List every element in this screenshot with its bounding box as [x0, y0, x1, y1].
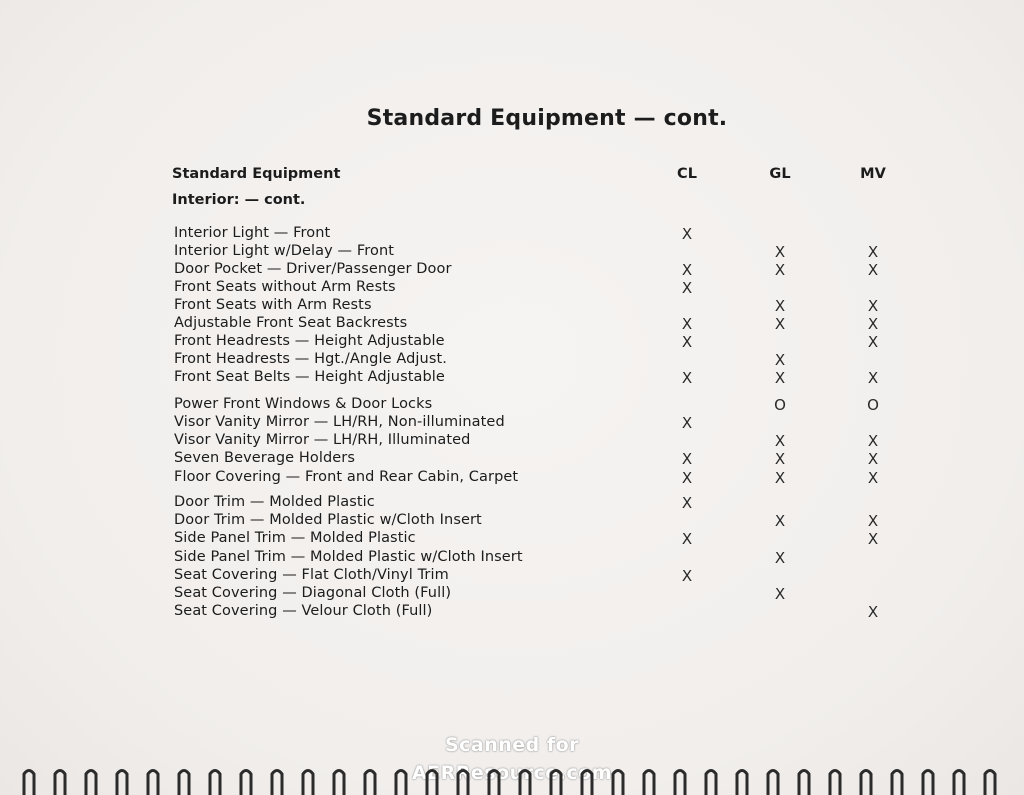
feature-label: Interior Light — Front	[174, 225, 331, 241]
table-row	[0, 530, 1024, 548]
spiral-coil	[737, 771, 747, 795]
feature-label: Seat Covering — Diagonal Cloth (Full)	[174, 585, 452, 601]
spiral-coil	[179, 771, 189, 795]
feature-label: Visor Vanity Mirror — LH/RH, Illuminated	[174, 432, 471, 448]
cl-mark: X	[681, 225, 693, 243]
table-row	[0, 297, 1024, 315]
table-row	[0, 512, 1024, 530]
feature-label: Seat Covering — Flat Cloth/Vinyl Trim	[174, 567, 449, 583]
feature-label: Visor Vanity Mirror — LH/RH, Non-illuminated	[174, 414, 505, 430]
table-row	[0, 414, 1024, 432]
spiral-coil	[613, 771, 623, 795]
feature-label: Interior Light w/Delay — Front	[174, 243, 395, 259]
feature-label: Power Front Windows & Door Locks	[174, 396, 433, 412]
mv-mark: X	[867, 261, 879, 279]
mv-mark: X	[867, 530, 879, 548]
mv-mark: X	[867, 243, 879, 261]
feature-label: Door Pocket — Driver/Passenger Door	[174, 261, 452, 277]
watermark-line-2: AERResource.com	[411, 762, 613, 784]
feature-label: Adjustable Front Seat Backrests	[174, 315, 408, 331]
cl-mark: X	[681, 450, 693, 468]
section-heading: Interior: — cont.	[172, 192, 306, 208]
gl-mark: X	[774, 261, 786, 279]
cl-mark: X	[681, 279, 693, 297]
cl-mark: X	[681, 530, 693, 548]
table-row	[0, 549, 1024, 567]
table-row	[0, 333, 1024, 351]
feature-label: Floor Covering — Front and Rear Cabin, Carpet	[174, 469, 519, 485]
spiral-coil	[303, 771, 313, 795]
gl-mark: X	[774, 297, 786, 315]
mv-mark: X	[867, 450, 879, 468]
feature-label: Seat Covering — Velour Cloth (Full)	[174, 603, 433, 619]
feature-label: Seven Beverage Holders	[174, 450, 356, 466]
cl-mark: X	[681, 414, 693, 432]
spiral-coil	[489, 771, 499, 795]
table-row	[0, 351, 1024, 369]
spiral-coil	[706, 771, 716, 795]
table-row	[0, 432, 1024, 450]
gl-mark: X	[774, 450, 786, 468]
feature-label: Front Headrests — Hgt./Angle Adjust.	[174, 351, 447, 367]
table-row	[0, 450, 1024, 468]
feature-label: Side Panel Trim — Molded Plastic w/Cloth Insert	[174, 549, 523, 565]
table-row	[0, 396, 1024, 414]
table-row	[0, 225, 1024, 243]
spiral-coils	[24, 771, 995, 795]
spiral-coil	[241, 771, 251, 795]
column-header-cl: CL	[677, 166, 697, 182]
gl-mark: X	[774, 369, 786, 387]
spiral-coil	[117, 771, 127, 795]
gl-mark: X	[774, 585, 786, 603]
table-row	[0, 315, 1024, 333]
column-header-gl: GL	[769, 166, 791, 182]
table-header-label: Standard Equipment	[172, 166, 341, 182]
gl-mark: X	[774, 469, 786, 487]
feature-label: Front Seats without Arm Rests	[174, 279, 396, 295]
table-row	[0, 279, 1024, 297]
cl-mark: X	[681, 261, 693, 279]
spiral-coil	[210, 771, 220, 795]
mv-mark: X	[867, 603, 879, 621]
feature-label: Door Trim — Molded Plastic w/Cloth Insert	[174, 512, 482, 528]
spiral-coil	[582, 771, 592, 795]
spiral-coil	[923, 771, 933, 795]
mv-mark: X	[867, 315, 879, 333]
cl-mark: X	[681, 369, 693, 387]
gl-mark: X	[774, 512, 786, 530]
watermark-line-1: Scanned for	[444, 734, 580, 756]
feature-label: Front Seats with Arm Rests	[174, 297, 372, 313]
column-header-mv: MV	[860, 166, 886, 182]
table-row	[0, 567, 1024, 585]
spiral-coil	[55, 771, 65, 795]
spiral-coil	[272, 771, 282, 795]
cl-mark: X	[681, 567, 693, 585]
spiral-binding	[0, 764, 1024, 795]
feature-label: Front Seat Belts — Height Adjustable	[174, 369, 445, 385]
gl-mark: O	[774, 396, 786, 414]
spiral-coil	[551, 771, 561, 795]
cl-mark: X	[681, 469, 693, 487]
spiral-coil	[86, 771, 96, 795]
table-row	[0, 585, 1024, 603]
spiral-coil	[954, 771, 964, 795]
feature-label: Side Panel Trim — Molded Plastic	[174, 530, 416, 546]
feature-label: Door Trim — Molded Plastic	[174, 494, 375, 510]
spiral-coil	[861, 771, 871, 795]
mv-mark: X	[867, 297, 879, 315]
table-row	[0, 469, 1024, 487]
mv-mark: X	[867, 432, 879, 450]
mv-mark: X	[867, 469, 879, 487]
spiral-coil	[24, 771, 34, 795]
spiral-coil	[334, 771, 344, 795]
spiral-coil	[985, 771, 995, 795]
cl-mark: X	[681, 494, 693, 512]
gl-mark: X	[774, 315, 786, 333]
page-title: Standard Equipment — cont.	[366, 106, 728, 131]
spiral-coil	[799, 771, 809, 795]
mv-mark: X	[867, 512, 879, 530]
gl-mark: X	[774, 243, 786, 261]
feature-label: Front Headrests — Height Adjustable	[174, 333, 445, 349]
spiral-coil	[892, 771, 902, 795]
table-row	[0, 261, 1024, 279]
table-row	[0, 369, 1024, 387]
spiral-coil	[768, 771, 778, 795]
table-row	[0, 243, 1024, 261]
spiral-coil	[520, 771, 530, 795]
table-row	[0, 603, 1024, 621]
mv-mark: O	[867, 396, 879, 414]
spiral-coil	[365, 771, 375, 795]
spiral-coil	[427, 771, 437, 795]
gl-mark: X	[774, 549, 786, 567]
spiral-coil	[644, 771, 654, 795]
spiral-coil	[396, 771, 406, 795]
gl-mark: X	[774, 351, 786, 369]
mv-mark: X	[867, 333, 879, 351]
cl-mark: X	[681, 333, 693, 351]
cl-mark: X	[681, 315, 693, 333]
mv-mark: X	[867, 369, 879, 387]
table-row	[0, 494, 1024, 512]
spiral-coil	[148, 771, 158, 795]
spiral-coil	[675, 771, 685, 795]
spiral-coil	[830, 771, 840, 795]
spiral-coil	[458, 771, 468, 795]
gl-mark: X	[774, 432, 786, 450]
